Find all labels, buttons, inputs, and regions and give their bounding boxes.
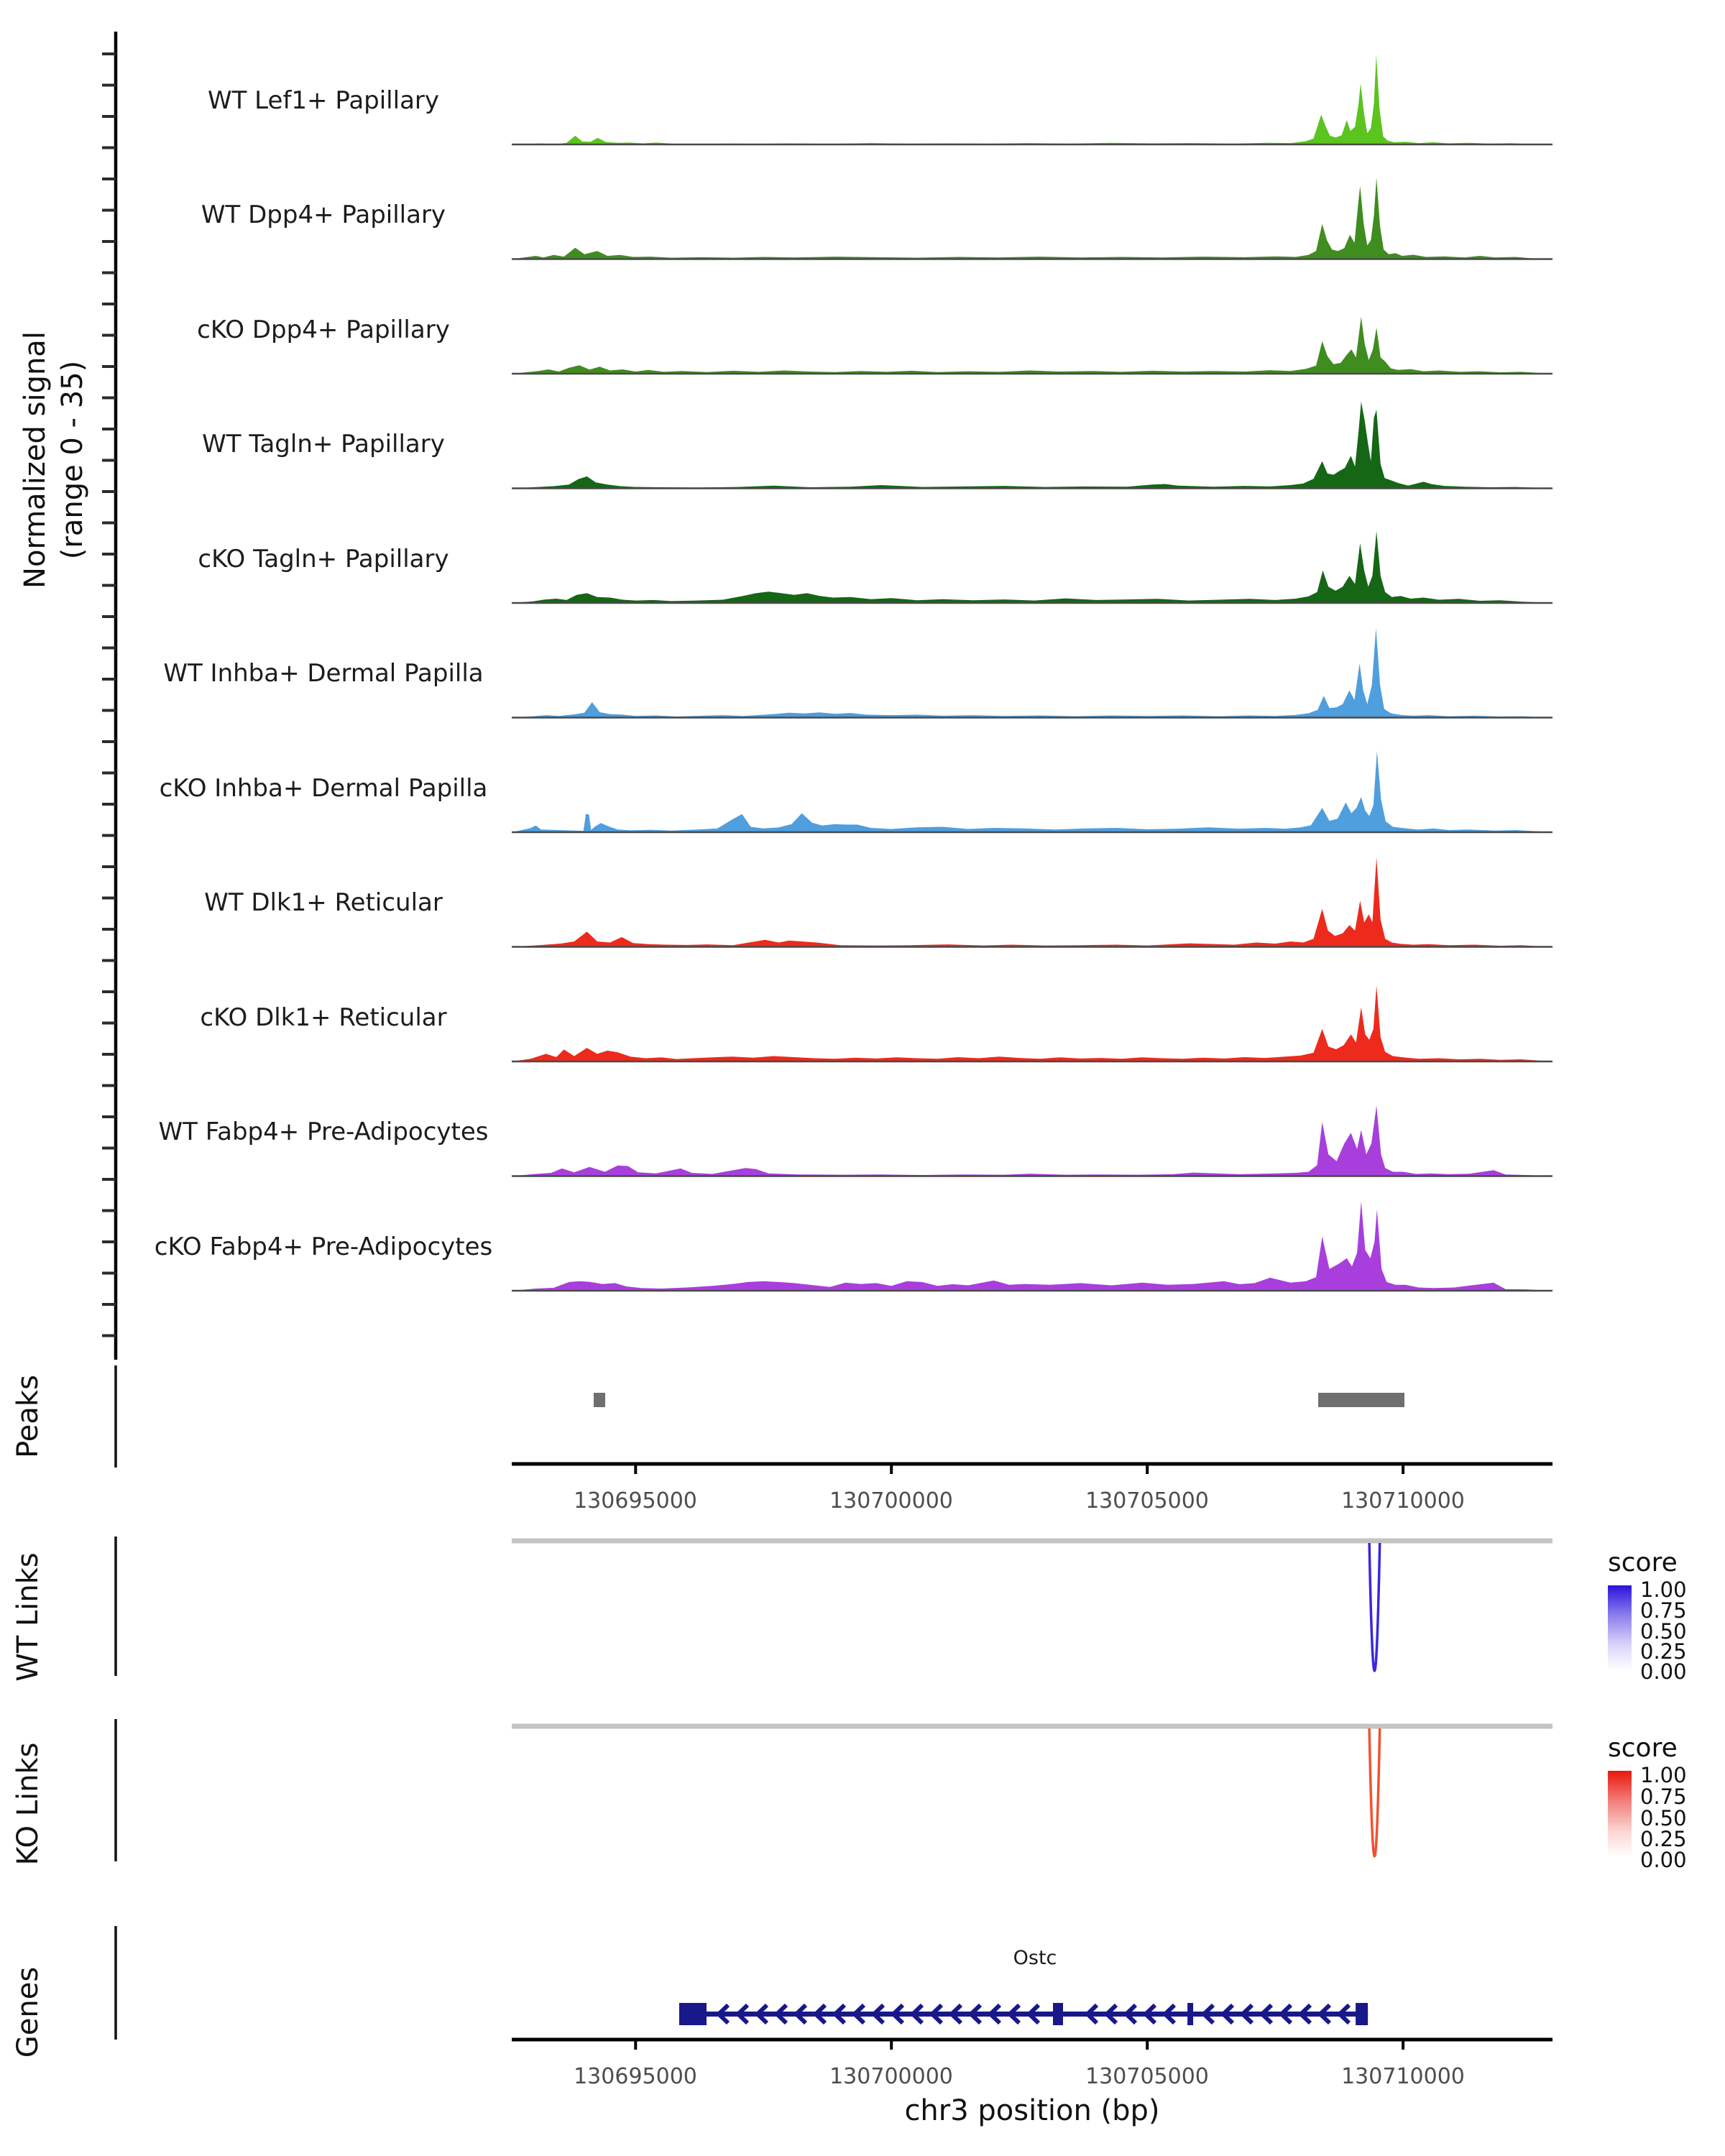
x-tick-label: 130695000 bbox=[574, 2064, 697, 2089]
peak-region bbox=[1318, 1393, 1404, 1407]
track-label: cKO Tagln+ Papillary bbox=[198, 545, 449, 573]
coverage-area bbox=[512, 1202, 1552, 1291]
link-arc bbox=[1369, 1543, 1380, 1671]
x-tick-label: 130695000 bbox=[574, 1488, 697, 1514]
coverage-area bbox=[512, 628, 1552, 718]
coverage-area bbox=[512, 1105, 1552, 1176]
ko-link-arcs bbox=[1369, 1728, 1380, 1856]
x-axis-title: chr3 position (bp) bbox=[904, 2094, 1160, 2127]
ko-links-section-label: KO Links bbox=[12, 1742, 45, 1866]
x-tick-label: 130710000 bbox=[1341, 1488, 1465, 1514]
track-label: WT Inhba+ Dermal Papilla bbox=[163, 659, 484, 688]
wt-links-legend bbox=[1608, 1548, 1687, 1684]
wt-legend-tick: 0.75 bbox=[1640, 1598, 1687, 1623]
track-labels bbox=[155, 86, 493, 1261]
peaks-section-label: Peaks bbox=[12, 1375, 45, 1458]
wt-legend-tick: 0.25 bbox=[1640, 1639, 1687, 1664]
track-label: WT Fabp4+ Pre-Adipocytes bbox=[158, 1118, 489, 1146]
signal-track-6 bbox=[512, 628, 1552, 718]
genes-section bbox=[12, 1926, 1552, 2127]
link-arc bbox=[1369, 1728, 1380, 1856]
signal-track-10 bbox=[512, 1105, 1552, 1176]
x-axis-bottom bbox=[512, 2040, 1552, 2050]
genes-section-label: Genes bbox=[12, 1966, 45, 2058]
x-tick-label: 130705000 bbox=[1085, 2064, 1209, 2089]
track-label: WT Dlk1+ Reticular bbox=[204, 888, 443, 917]
coverage-area bbox=[512, 751, 1552, 832]
gene-exon bbox=[1356, 2003, 1368, 2025]
gene-exon bbox=[1053, 2003, 1063, 2025]
track-label: cKO Inhba+ Dermal Papilla bbox=[159, 774, 488, 803]
x-axis-top-labels bbox=[574, 1488, 1465, 1514]
wt-links-section bbox=[12, 1537, 1687, 1684]
peak-regions bbox=[594, 1393, 1404, 1407]
peak-region bbox=[594, 1393, 605, 1407]
signal-track-7 bbox=[512, 751, 1552, 832]
track-label: WT Lef1+ Papillary bbox=[207, 86, 440, 115]
y-axis-label-line2: (range 0 - 35) bbox=[56, 360, 89, 560]
ko-legend-title: score bbox=[1608, 1733, 1678, 1763]
coverage-area bbox=[512, 55, 1552, 145]
x-axis-top bbox=[512, 1464, 1552, 1474]
x-tick-label: 130700000 bbox=[829, 2064, 953, 2089]
signal-y-axis bbox=[102, 32, 116, 1360]
x-tick-label: 130710000 bbox=[1341, 2064, 1465, 2089]
ko-legend-tick: 0.50 bbox=[1640, 1806, 1687, 1830]
x-tick-label: 130700000 bbox=[829, 1488, 953, 1514]
signal-track-5 bbox=[512, 531, 1552, 603]
signal-track-11 bbox=[512, 1202, 1552, 1291]
coverage-area bbox=[512, 857, 1552, 947]
ko-legend-tick: 1.00 bbox=[1640, 1763, 1687, 1787]
signal-track-4 bbox=[512, 402, 1552, 489]
ko-legend-tick: 0.25 bbox=[1640, 1827, 1687, 1851]
wt-legend-gradient-bar bbox=[1608, 1585, 1632, 1670]
track-label: cKO Dpp4+ Papillary bbox=[197, 315, 450, 344]
signal-track-9 bbox=[512, 985, 1552, 1061]
wt-legend-title: score bbox=[1608, 1548, 1678, 1577]
coverage-area bbox=[512, 178, 1552, 259]
wt-legend-tick: 0.00 bbox=[1640, 1659, 1687, 1684]
coverage-area bbox=[512, 317, 1552, 374]
coverage-area bbox=[512, 985, 1552, 1061]
gene-exon bbox=[1187, 2003, 1193, 2025]
ko-links-section bbox=[12, 1719, 1687, 1872]
signal-track-3 bbox=[512, 317, 1552, 374]
wt-legend-tick: 0.50 bbox=[1640, 1619, 1687, 1644]
gene-model bbox=[679, 2003, 1368, 2025]
y-axis-label-line1: Normalized signal bbox=[19, 331, 52, 589]
wt-link-arcs bbox=[1369, 1543, 1380, 1671]
signal-track-2 bbox=[512, 178, 1552, 259]
signal-track-8 bbox=[512, 857, 1552, 947]
track-label: WT Tagln+ Papillary bbox=[202, 430, 445, 459]
gene-name-label: Ostc bbox=[1013, 1947, 1057, 1969]
ko-legend-tick: 0.00 bbox=[1640, 1848, 1687, 1872]
x-tick-label: 130705000 bbox=[1085, 1488, 1209, 1514]
track-label: WT Dpp4+ Papillary bbox=[201, 201, 446, 229]
wt-links-section-label: WT Links bbox=[12, 1552, 45, 1682]
coverage-area bbox=[512, 531, 1552, 603]
ko-links-legend bbox=[1608, 1733, 1687, 1872]
track-label: cKO Fabp4+ Pre-Adipocytes bbox=[154, 1233, 493, 1261]
wt-legend-tick: 1.00 bbox=[1640, 1577, 1687, 1602]
ko-legend-gradient-bar bbox=[1608, 1771, 1632, 1857]
gene-exon bbox=[679, 2003, 707, 2025]
signal-tracks bbox=[512, 55, 1552, 1291]
coverage-area bbox=[512, 402, 1552, 489]
signal-track-1 bbox=[512, 55, 1552, 145]
x-axis-bottom-labels bbox=[574, 2064, 1465, 2089]
peaks-section bbox=[12, 1365, 1552, 1514]
ko-legend-tick: 0.75 bbox=[1640, 1784, 1687, 1809]
track-label: cKO Dlk1+ Reticular bbox=[200, 1003, 447, 1032]
